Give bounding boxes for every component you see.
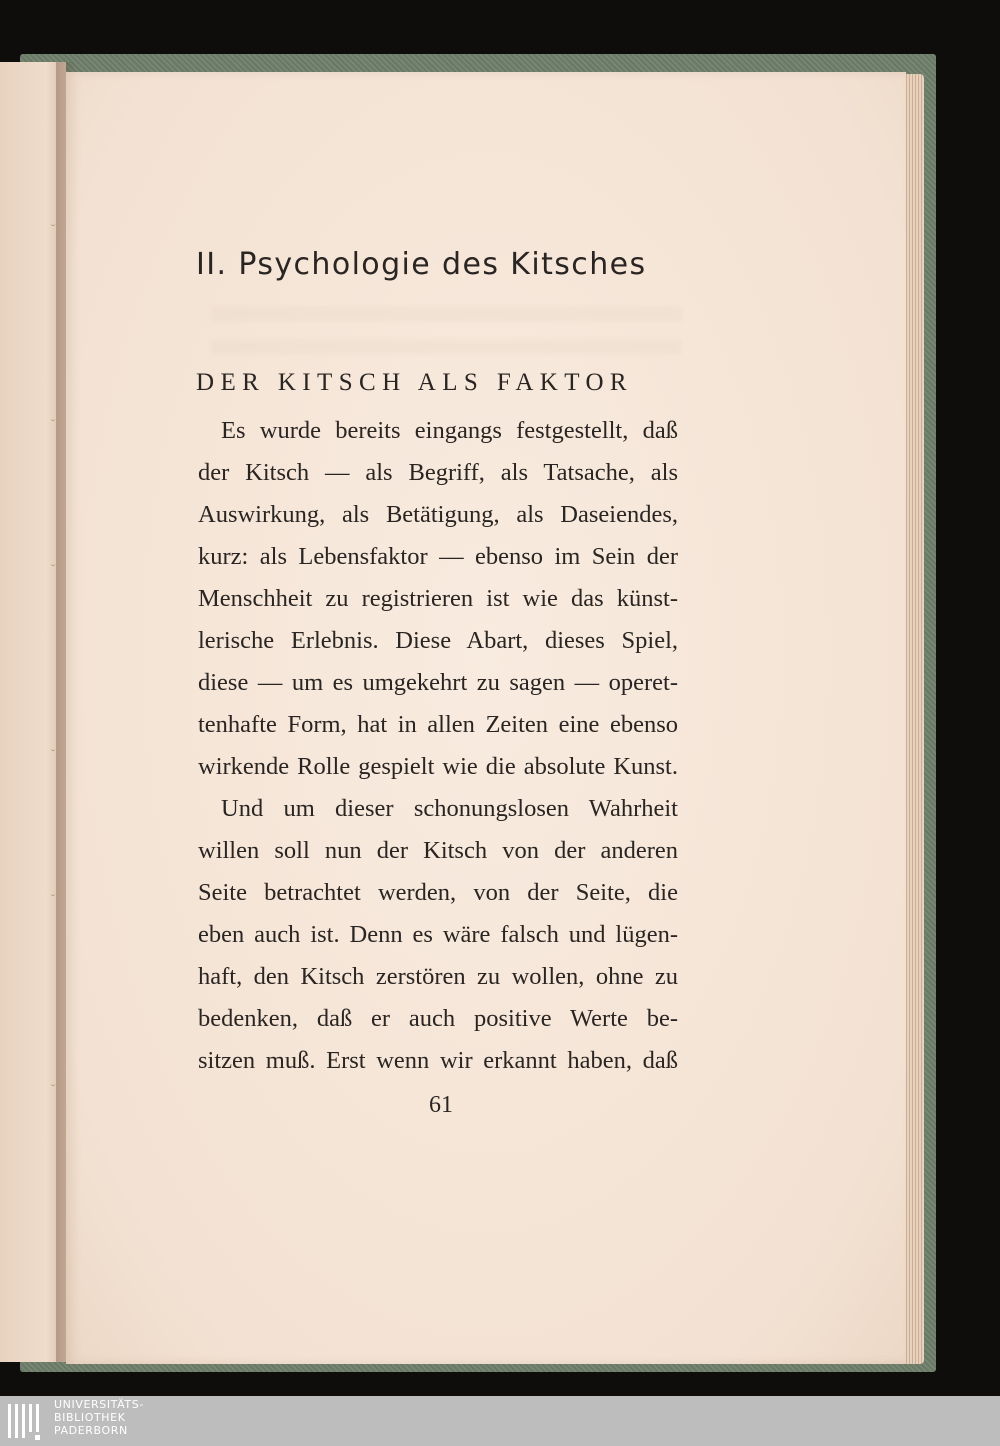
book-page (66, 72, 906, 1364)
body-line: haft, den Kitsch zerstören zu wollen, ohne zu (198, 963, 678, 990)
show-through-text (211, 340, 681, 354)
library-name-line: PADERBORN (54, 1424, 128, 1437)
body-line: willen soll nun der Kitsch von der anderen (198, 837, 678, 864)
page-number: 61 (429, 1092, 453, 1118)
body-line: der Kitsch — als Begriff, als Tatsache, als (198, 459, 678, 486)
binding-stitch: ˘ (50, 223, 56, 237)
body-line: bedenken, daß er auch positive Werte be- (198, 1005, 678, 1032)
binding-stitch: ˘ (50, 1083, 56, 1097)
show-through-text (211, 307, 681, 321)
library-name-line: BIBLIOTHEK (54, 1411, 126, 1424)
library-logo-icon (6, 1400, 46, 1442)
body-line: Menschheit zu registrieren ist wie das künst- (198, 585, 678, 612)
binding-stitch: ˘ (50, 563, 56, 577)
body-line: Auswirkung, als Betätigung, als Daseiendes, (198, 501, 678, 528)
body-line: kurz: als Lebensfaktor — ebenso im Sein der (198, 543, 678, 570)
body-line: sitzen muß. Erst wenn wir erkannt haben, daß (198, 1047, 678, 1074)
binding-stitch: ˘ (50, 893, 56, 907)
body-line: Seite betrachtet werden, von der Seite, die (198, 879, 678, 906)
library-footer-bar (0, 1396, 1000, 1446)
body-line: wirkende Rolle gespielt wie die absolute Kunst. (198, 753, 678, 780)
library-name (54, 1398, 144, 1437)
body-line: Und um dieser schonungslosen Wahrheit (221, 795, 678, 822)
binding-stitch: ˘ (50, 748, 56, 762)
section-title: DER KITSCH ALS FAKTOR (196, 369, 633, 396)
body-line: tenhafte Form, hat in allen Zeiten eine ebenso (198, 711, 678, 738)
body-line: Es wurde bereits eingangs festgestellt, daß (221, 417, 678, 444)
body-line: eben auch ist. Denn es wäre falsch und lügen- (198, 921, 678, 948)
chapter-title: II. Psychologie des Kitsches (196, 247, 647, 282)
library-name-line: UNIVERSITÄTS- (54, 1398, 144, 1411)
binding-stitch: ˘ (50, 418, 56, 432)
body-line: lerische Erlebnis. Diese Abart, dieses Spiel, (198, 627, 678, 654)
body-line: diese — um es umgekehrt zu sagen — operet- (198, 669, 678, 696)
